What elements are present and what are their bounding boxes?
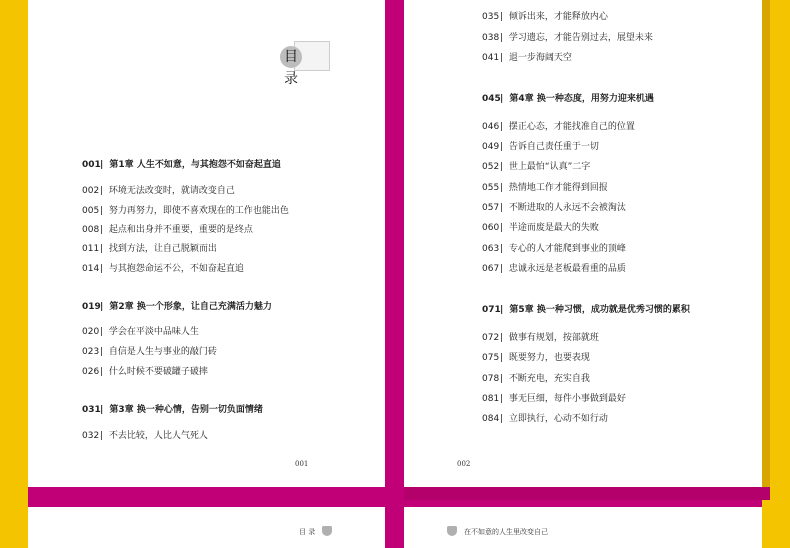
separator: | bbox=[500, 142, 506, 152]
toc-row bbox=[82, 224, 253, 236]
separator: | bbox=[500, 12, 506, 22]
separator: | bbox=[100, 367, 106, 377]
separator: | bbox=[100, 327, 106, 337]
entry-title: 不去比较，人比人气死人 bbox=[108, 431, 208, 441]
separator: | bbox=[100, 347, 106, 357]
entry-title: 与其抱怨命运不公，不如奋起直追 bbox=[108, 264, 244, 274]
separator: | bbox=[100, 160, 107, 170]
page-ref: 023 bbox=[82, 347, 100, 357]
page-ref: 041 bbox=[482, 53, 500, 63]
page-ref: 071 bbox=[482, 305, 501, 315]
toc-row bbox=[482, 202, 626, 214]
separator: | bbox=[500, 374, 506, 384]
page-ref: 049 bbox=[482, 142, 500, 152]
right-page bbox=[404, 0, 762, 487]
page-ref: 019 bbox=[82, 302, 101, 312]
separator: | bbox=[500, 414, 506, 424]
separator: | bbox=[100, 244, 106, 254]
next-right-page bbox=[404, 507, 762, 548]
entry-title: 环境无法改变时，就请改变自己 bbox=[108, 186, 235, 196]
entry-title: 第2章 换一个形象，让自己充满活力魅力 bbox=[109, 302, 272, 312]
toc-title-text: 目 录 bbox=[284, 49, 304, 87]
entry-title: 热情地工作才能得到回报 bbox=[508, 183, 608, 193]
toc-row bbox=[482, 373, 590, 385]
entry-title: 退一步海阔天空 bbox=[508, 53, 572, 63]
separator: | bbox=[500, 162, 506, 172]
separator: | bbox=[100, 225, 106, 235]
entry-title: 努力再努力，即使不喜欢现在的工作也能出色 bbox=[108, 206, 289, 216]
page-ref: 055 bbox=[482, 183, 500, 193]
entry-title: 立即执行，心动不如行动 bbox=[508, 414, 608, 424]
left-page bbox=[28, 0, 385, 487]
toc-row bbox=[482, 161, 590, 173]
entry-title: 专心的人才能爬到事业的顶峰 bbox=[508, 244, 626, 254]
toc-row bbox=[82, 326, 199, 338]
separator: | bbox=[500, 94, 507, 104]
entry-title: 什么时候不要破罐子破摔 bbox=[108, 367, 208, 377]
page-ref: 045 bbox=[482, 94, 501, 104]
toc-row bbox=[82, 346, 217, 358]
page-shadow bbox=[762, 0, 770, 487]
toc-row bbox=[482, 182, 608, 194]
separator: | bbox=[100, 431, 106, 441]
page-ref: 011 bbox=[82, 244, 100, 254]
separator: | bbox=[500, 223, 506, 233]
entry-title: 第3章 换一种心情，告别一切负面情绪 bbox=[109, 405, 263, 415]
page-number-left: 001 bbox=[295, 460, 309, 468]
separator: | bbox=[100, 186, 106, 196]
separator: | bbox=[500, 394, 506, 404]
toc-row bbox=[482, 141, 599, 153]
toc-row bbox=[482, 413, 608, 425]
toc-row bbox=[82, 366, 208, 378]
entry-title: 自信是人生与事业的敲门砖 bbox=[108, 347, 217, 357]
entry-title: 做事有规划，按部就班 bbox=[508, 333, 599, 343]
entry-title: 摆正心态，才能找准自己的位置 bbox=[508, 122, 635, 132]
next-left-page bbox=[28, 507, 385, 548]
entry-title: 学会在平淡中品味人生 bbox=[108, 327, 199, 337]
separator: | bbox=[500, 122, 506, 132]
toc-row bbox=[482, 243, 626, 255]
separator: | bbox=[500, 264, 506, 274]
spine-divider bbox=[385, 0, 404, 548]
separator: | bbox=[100, 302, 107, 312]
entry-title: 倾诉出来，才能释放内心 bbox=[508, 12, 608, 22]
toc-chapter-row bbox=[82, 404, 263, 416]
page-ref: 002 bbox=[82, 186, 100, 196]
toc-row bbox=[82, 205, 289, 217]
entry-title: 不断充电，充实自我 bbox=[508, 374, 590, 384]
shield-icon bbox=[322, 526, 332, 536]
entry-title: 第1章 人生不如意，与其抱怨不如奋起直追 bbox=[109, 160, 281, 170]
toc-chapter-row bbox=[482, 93, 654, 105]
toc-title bbox=[280, 44, 330, 87]
page-shadow-bottom bbox=[404, 487, 776, 500]
entry-title: 起点和出身并不重要，重要的是终点 bbox=[108, 225, 253, 235]
entry-title: 学习遗忘，才能告别过去，展望未来 bbox=[508, 33, 653, 43]
separator: | bbox=[500, 333, 506, 343]
separator: | bbox=[100, 405, 107, 415]
toc-row bbox=[82, 263, 244, 275]
toc-row bbox=[482, 11, 608, 23]
page-ref: 032 bbox=[82, 431, 100, 441]
separator: | bbox=[500, 353, 506, 363]
page-ref: 052 bbox=[482, 162, 500, 172]
toc-row bbox=[482, 263, 626, 275]
page-ref: 038 bbox=[482, 33, 500, 43]
footer-right-text: 在不如意的人生里改变自己 bbox=[464, 528, 548, 536]
separator: | bbox=[500, 244, 506, 254]
entry-title: 事无巨细，每件小事做到最好 bbox=[508, 394, 626, 404]
page-ref: 084 bbox=[482, 414, 500, 424]
separator: | bbox=[500, 183, 506, 193]
entry-title: 既要努力，也要表现 bbox=[508, 353, 590, 363]
separator: | bbox=[100, 264, 106, 274]
page-ref: 035 bbox=[482, 12, 500, 22]
toc-chapter-row bbox=[482, 304, 690, 316]
yellow-border-right bbox=[770, 0, 790, 548]
toc-row bbox=[82, 243, 217, 255]
toc-row bbox=[482, 222, 599, 234]
footer-left-text: 目 录 bbox=[299, 528, 316, 536]
page-ref: 057 bbox=[482, 203, 500, 213]
separator: | bbox=[500, 33, 506, 43]
page-ref: 014 bbox=[82, 264, 100, 274]
toc-row bbox=[82, 430, 208, 442]
shield-icon bbox=[447, 526, 457, 536]
toc-row bbox=[482, 393, 626, 405]
entry-title: 找到方法，让自己脱颖而出 bbox=[108, 244, 217, 254]
separator: | bbox=[500, 203, 506, 213]
toc-row bbox=[482, 32, 653, 44]
page-ref: 001 bbox=[82, 160, 101, 170]
entry-title: 半途而废是最大的失败 bbox=[508, 223, 599, 233]
entry-title: 第4章 换一种态度，用努力迎来机遇 bbox=[509, 94, 654, 104]
page-ref: 081 bbox=[482, 394, 500, 404]
page-ref: 031 bbox=[82, 405, 101, 415]
separator: | bbox=[500, 53, 506, 63]
entry-title: 忠诚永远是老板最看重的品质 bbox=[508, 264, 626, 274]
page-ref: 063 bbox=[482, 244, 500, 254]
toc-row bbox=[482, 52, 572, 64]
entry-title: 告诉自己责任重于一切 bbox=[508, 142, 599, 152]
page-ref: 072 bbox=[482, 333, 500, 343]
yellow-border-left bbox=[0, 0, 28, 548]
page-ref: 078 bbox=[482, 374, 500, 384]
page-ref: 067 bbox=[482, 264, 500, 274]
entry-title: 不断进取的人永远不会被淘汰 bbox=[508, 203, 626, 213]
page-ref: 008 bbox=[82, 225, 100, 235]
toc-row bbox=[482, 332, 599, 344]
page-ref: 060 bbox=[482, 223, 500, 233]
toc-row bbox=[482, 352, 590, 364]
separator: | bbox=[100, 206, 106, 216]
entry-title: 第5章 换一种习惯，成功就是优秀习惯的累积 bbox=[509, 305, 690, 315]
entry-title: 世上最怕“认真”二字 bbox=[508, 162, 591, 172]
toc-chapter-row bbox=[82, 301, 272, 313]
separator: | bbox=[500, 305, 507, 315]
page-ref: 026 bbox=[82, 367, 100, 377]
page-ref: 005 bbox=[82, 206, 100, 216]
toc-chapter-row bbox=[82, 159, 281, 171]
toc-row bbox=[482, 121, 635, 133]
page-number-right: 002 bbox=[457, 460, 471, 468]
page-ref: 046 bbox=[482, 122, 500, 132]
toc-row bbox=[82, 185, 235, 197]
page-ref: 020 bbox=[82, 327, 100, 337]
page-ref: 075 bbox=[482, 353, 500, 363]
